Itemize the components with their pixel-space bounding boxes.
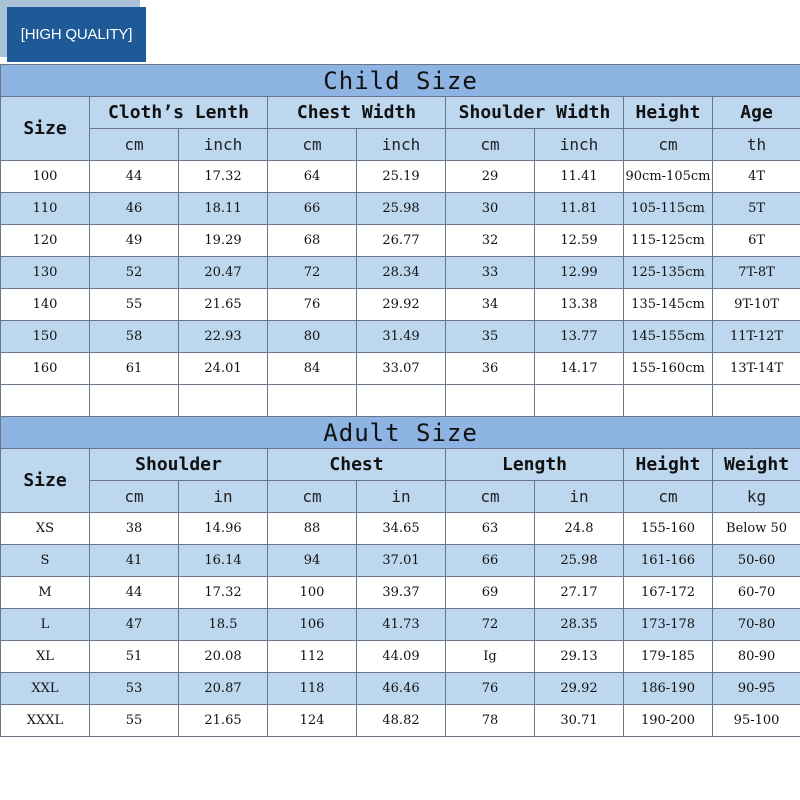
table-cell: 61 <box>90 353 179 385</box>
table-cell: 18.11 <box>179 193 268 225</box>
child-unit-cell: inch <box>357 129 446 161</box>
child-shoulder-width-header: Shoulder Width <box>446 97 624 129</box>
adult-size-header: Size <box>1 449 90 513</box>
table-cell: 55 <box>90 705 179 737</box>
table-cell: 36 <box>446 353 535 385</box>
table-cell: 20.08 <box>179 641 268 673</box>
table-cell: 49 <box>90 225 179 257</box>
empty-cell <box>90 385 179 417</box>
table-row <box>1 609 800 641</box>
table-cell: 25.98 <box>357 193 446 225</box>
table-cell: 78 <box>446 705 535 737</box>
table-cell: 25.19 <box>357 161 446 193</box>
table-cell: 190-200 <box>624 705 713 737</box>
table-cell: XXL <box>1 673 90 705</box>
table-row <box>1 353 800 385</box>
table-cell: 39.37 <box>357 577 446 609</box>
table-row <box>1 289 800 321</box>
empty-cell <box>179 385 268 417</box>
table-cell: 5T <box>713 193 800 225</box>
table-cell: 155-160cm <box>624 353 713 385</box>
table-cell: 47 <box>90 609 179 641</box>
table-cell: 90-95 <box>713 673 800 705</box>
table-cell: 30 <box>446 193 535 225</box>
table-cell: 20.87 <box>179 673 268 705</box>
table-cell: 130 <box>1 257 90 289</box>
adult-unit-cell: in <box>535 481 624 513</box>
table-cell: 155-160 <box>624 513 713 545</box>
table-cell: M <box>1 577 90 609</box>
child-size-header: Size <box>1 97 90 161</box>
table-cell: 44 <box>90 161 179 193</box>
table-cell: 33.07 <box>357 353 446 385</box>
table-cell: 24.01 <box>179 353 268 385</box>
table-cell: 94 <box>268 545 357 577</box>
child-unit-cell: cm <box>268 129 357 161</box>
table-cell: 33 <box>446 257 535 289</box>
table-row <box>1 673 800 705</box>
child-unit-cell: cm <box>624 129 713 161</box>
table-cell: 105-115cm <box>624 193 713 225</box>
adult-shoulder-header: Shoulder <box>90 449 268 481</box>
adult-unit-cell: cm <box>90 481 179 513</box>
table-cell: 48.82 <box>357 705 446 737</box>
table-cell: XL <box>1 641 90 673</box>
table-cell: 84 <box>268 353 357 385</box>
table-cell: 38 <box>90 513 179 545</box>
table-cell: 11.81 <box>535 193 624 225</box>
child-unit-cell: th <box>713 129 800 161</box>
table-cell: 173-178 <box>624 609 713 641</box>
empty-cell <box>446 385 535 417</box>
table-cell: 135-145cm <box>624 289 713 321</box>
table-cell: 76 <box>268 289 357 321</box>
table-cell: 41 <box>90 545 179 577</box>
table-cell: 21.65 <box>179 705 268 737</box>
table-cell: 52 <box>90 257 179 289</box>
table-cell: 9T-10T <box>713 289 800 321</box>
table-cell: 58 <box>90 321 179 353</box>
table-cell: 66 <box>446 545 535 577</box>
table-cell: L <box>1 609 90 641</box>
adult-size-title: Adult Size <box>1 417 800 449</box>
empty-row <box>1 385 800 417</box>
table-cell: 17.32 <box>179 577 268 609</box>
child-chest-width-header: Chest Width <box>268 97 446 129</box>
table-cell: 35 <box>446 321 535 353</box>
table-cell: 18.5 <box>179 609 268 641</box>
table-cell: 72 <box>268 257 357 289</box>
table-cell: 46 <box>90 193 179 225</box>
table-cell: 26.77 <box>357 225 446 257</box>
table-row <box>1 641 800 673</box>
table-cell: 95-100 <box>713 705 800 737</box>
table-cell: Ig <box>446 641 535 673</box>
table-cell: 55 <box>90 289 179 321</box>
table-cell: XXXL <box>1 705 90 737</box>
table-cell: 80 <box>268 321 357 353</box>
table-cell: 27.17 <box>535 577 624 609</box>
table-cell: 12.99 <box>535 257 624 289</box>
table-cell: 110 <box>1 193 90 225</box>
adult-unit-cell: in <box>357 481 446 513</box>
child-unit-cell: cm <box>446 129 535 161</box>
child-height-header: Height <box>624 97 713 129</box>
adult-weight-header: Weight <box>713 449 800 481</box>
child-unit-cell: cm <box>90 129 179 161</box>
table-cell: 150 <box>1 321 90 353</box>
child-unit-cell: inch <box>535 129 624 161</box>
table-cell: 50-60 <box>713 545 800 577</box>
table-cell: 11.41 <box>535 161 624 193</box>
adult-chest-header: Chest <box>268 449 446 481</box>
table-cell: 66 <box>268 193 357 225</box>
table-row <box>1 705 800 737</box>
table-cell: 69 <box>446 577 535 609</box>
table-cell: 29 <box>446 161 535 193</box>
table-cell: 17.32 <box>179 161 268 193</box>
table-cell: 29.92 <box>535 673 624 705</box>
table-cell: 100 <box>1 161 90 193</box>
table-cell: 100 <box>268 577 357 609</box>
table-cell: 179-185 <box>624 641 713 673</box>
table-cell: 125-135cm <box>624 257 713 289</box>
table-row <box>1 257 800 289</box>
table-cell: 44 <box>90 577 179 609</box>
empty-cell <box>713 385 800 417</box>
table-cell: 72 <box>446 609 535 641</box>
table-cell: 25.98 <box>535 545 624 577</box>
table-cell: S <box>1 545 90 577</box>
empty-cell <box>268 385 357 417</box>
table-cell: 60-70 <box>713 577 800 609</box>
child-cloth-length-header: Cloth’s Lenth <box>90 97 268 129</box>
table-row <box>1 545 800 577</box>
table-cell: 34 <box>446 289 535 321</box>
table-cell: 76 <box>446 673 535 705</box>
table-cell: 46.46 <box>357 673 446 705</box>
table-cell: 106 <box>268 609 357 641</box>
table-cell: 68 <box>268 225 357 257</box>
table-cell: XS <box>1 513 90 545</box>
table-cell: Below 50 <box>713 513 800 545</box>
table-row <box>1 161 800 193</box>
table-cell: 34.65 <box>357 513 446 545</box>
table-cell: 7T-8T <box>713 257 800 289</box>
table-cell: 28.35 <box>535 609 624 641</box>
table-cell: 28.34 <box>357 257 446 289</box>
adult-unit-cell: cm <box>624 481 713 513</box>
table-cell: 88 <box>268 513 357 545</box>
table-cell: 44.09 <box>357 641 446 673</box>
high-quality-badge: [HIGH QUALITY] <box>7 7 146 62</box>
table-cell: 120 <box>1 225 90 257</box>
table-cell: 14.17 <box>535 353 624 385</box>
table-cell: 19.29 <box>179 225 268 257</box>
table-row <box>1 321 800 353</box>
table-row <box>1 225 800 257</box>
empty-cell <box>357 385 446 417</box>
adult-size-table <box>0 416 800 737</box>
table-cell: 118 <box>268 673 357 705</box>
table-cell: 115-125cm <box>624 225 713 257</box>
child-unit-cell: inch <box>179 129 268 161</box>
table-cell: 80-90 <box>713 641 800 673</box>
table-cell: 4T <box>713 161 800 193</box>
table-cell: 90cm-105cm <box>624 161 713 193</box>
table-cell: 63 <box>446 513 535 545</box>
table-cell: 13.77 <box>535 321 624 353</box>
table-cell: 145-155cm <box>624 321 713 353</box>
empty-cell <box>535 385 624 417</box>
table-cell: 53 <box>90 673 179 705</box>
table-cell: 21.65 <box>179 289 268 321</box>
table-cell: 51 <box>90 641 179 673</box>
empty-cell <box>1 385 90 417</box>
adult-unit-cell: cm <box>268 481 357 513</box>
table-cell: 13.38 <box>535 289 624 321</box>
table-row <box>1 513 800 545</box>
child-size-title: Child Size <box>1 65 800 97</box>
table-cell: 24.8 <box>535 513 624 545</box>
table-cell: 6T <box>713 225 800 257</box>
table-cell: 30.71 <box>535 705 624 737</box>
table-cell: 112 <box>268 641 357 673</box>
empty-cell <box>624 385 713 417</box>
table-cell: 29.92 <box>357 289 446 321</box>
table-cell: 161-166 <box>624 545 713 577</box>
table-cell: 13T-14T <box>713 353 800 385</box>
table-cell: 31.49 <box>357 321 446 353</box>
adult-unit-cell: in <box>179 481 268 513</box>
table-cell: 29.13 <box>535 641 624 673</box>
table-cell: 140 <box>1 289 90 321</box>
table-cell: 20.47 <box>179 257 268 289</box>
adult-unit-cell: cm <box>446 481 535 513</box>
adult-height-header: Height <box>624 449 713 481</box>
table-cell: 22.93 <box>179 321 268 353</box>
table-cell: 124 <box>268 705 357 737</box>
table-cell: 12.59 <box>535 225 624 257</box>
table-cell: 160 <box>1 353 90 385</box>
table-cell: 32 <box>446 225 535 257</box>
table-row <box>1 193 800 225</box>
table-cell: 64 <box>268 161 357 193</box>
adult-length-header: Length <box>446 449 624 481</box>
table-cell: 14.96 <box>179 513 268 545</box>
table-cell: 37.01 <box>357 545 446 577</box>
table-cell: 16.14 <box>179 545 268 577</box>
table-cell: 70-80 <box>713 609 800 641</box>
child-size-table <box>0 64 800 417</box>
table-row <box>1 577 800 609</box>
table-cell: 41.73 <box>357 609 446 641</box>
child-age-header: Age <box>713 97 800 129</box>
table-cell: 167-172 <box>624 577 713 609</box>
adult-unit-cell: kg <box>713 481 800 513</box>
table-cell: 11T-12T <box>713 321 800 353</box>
table-cell: 186-190 <box>624 673 713 705</box>
